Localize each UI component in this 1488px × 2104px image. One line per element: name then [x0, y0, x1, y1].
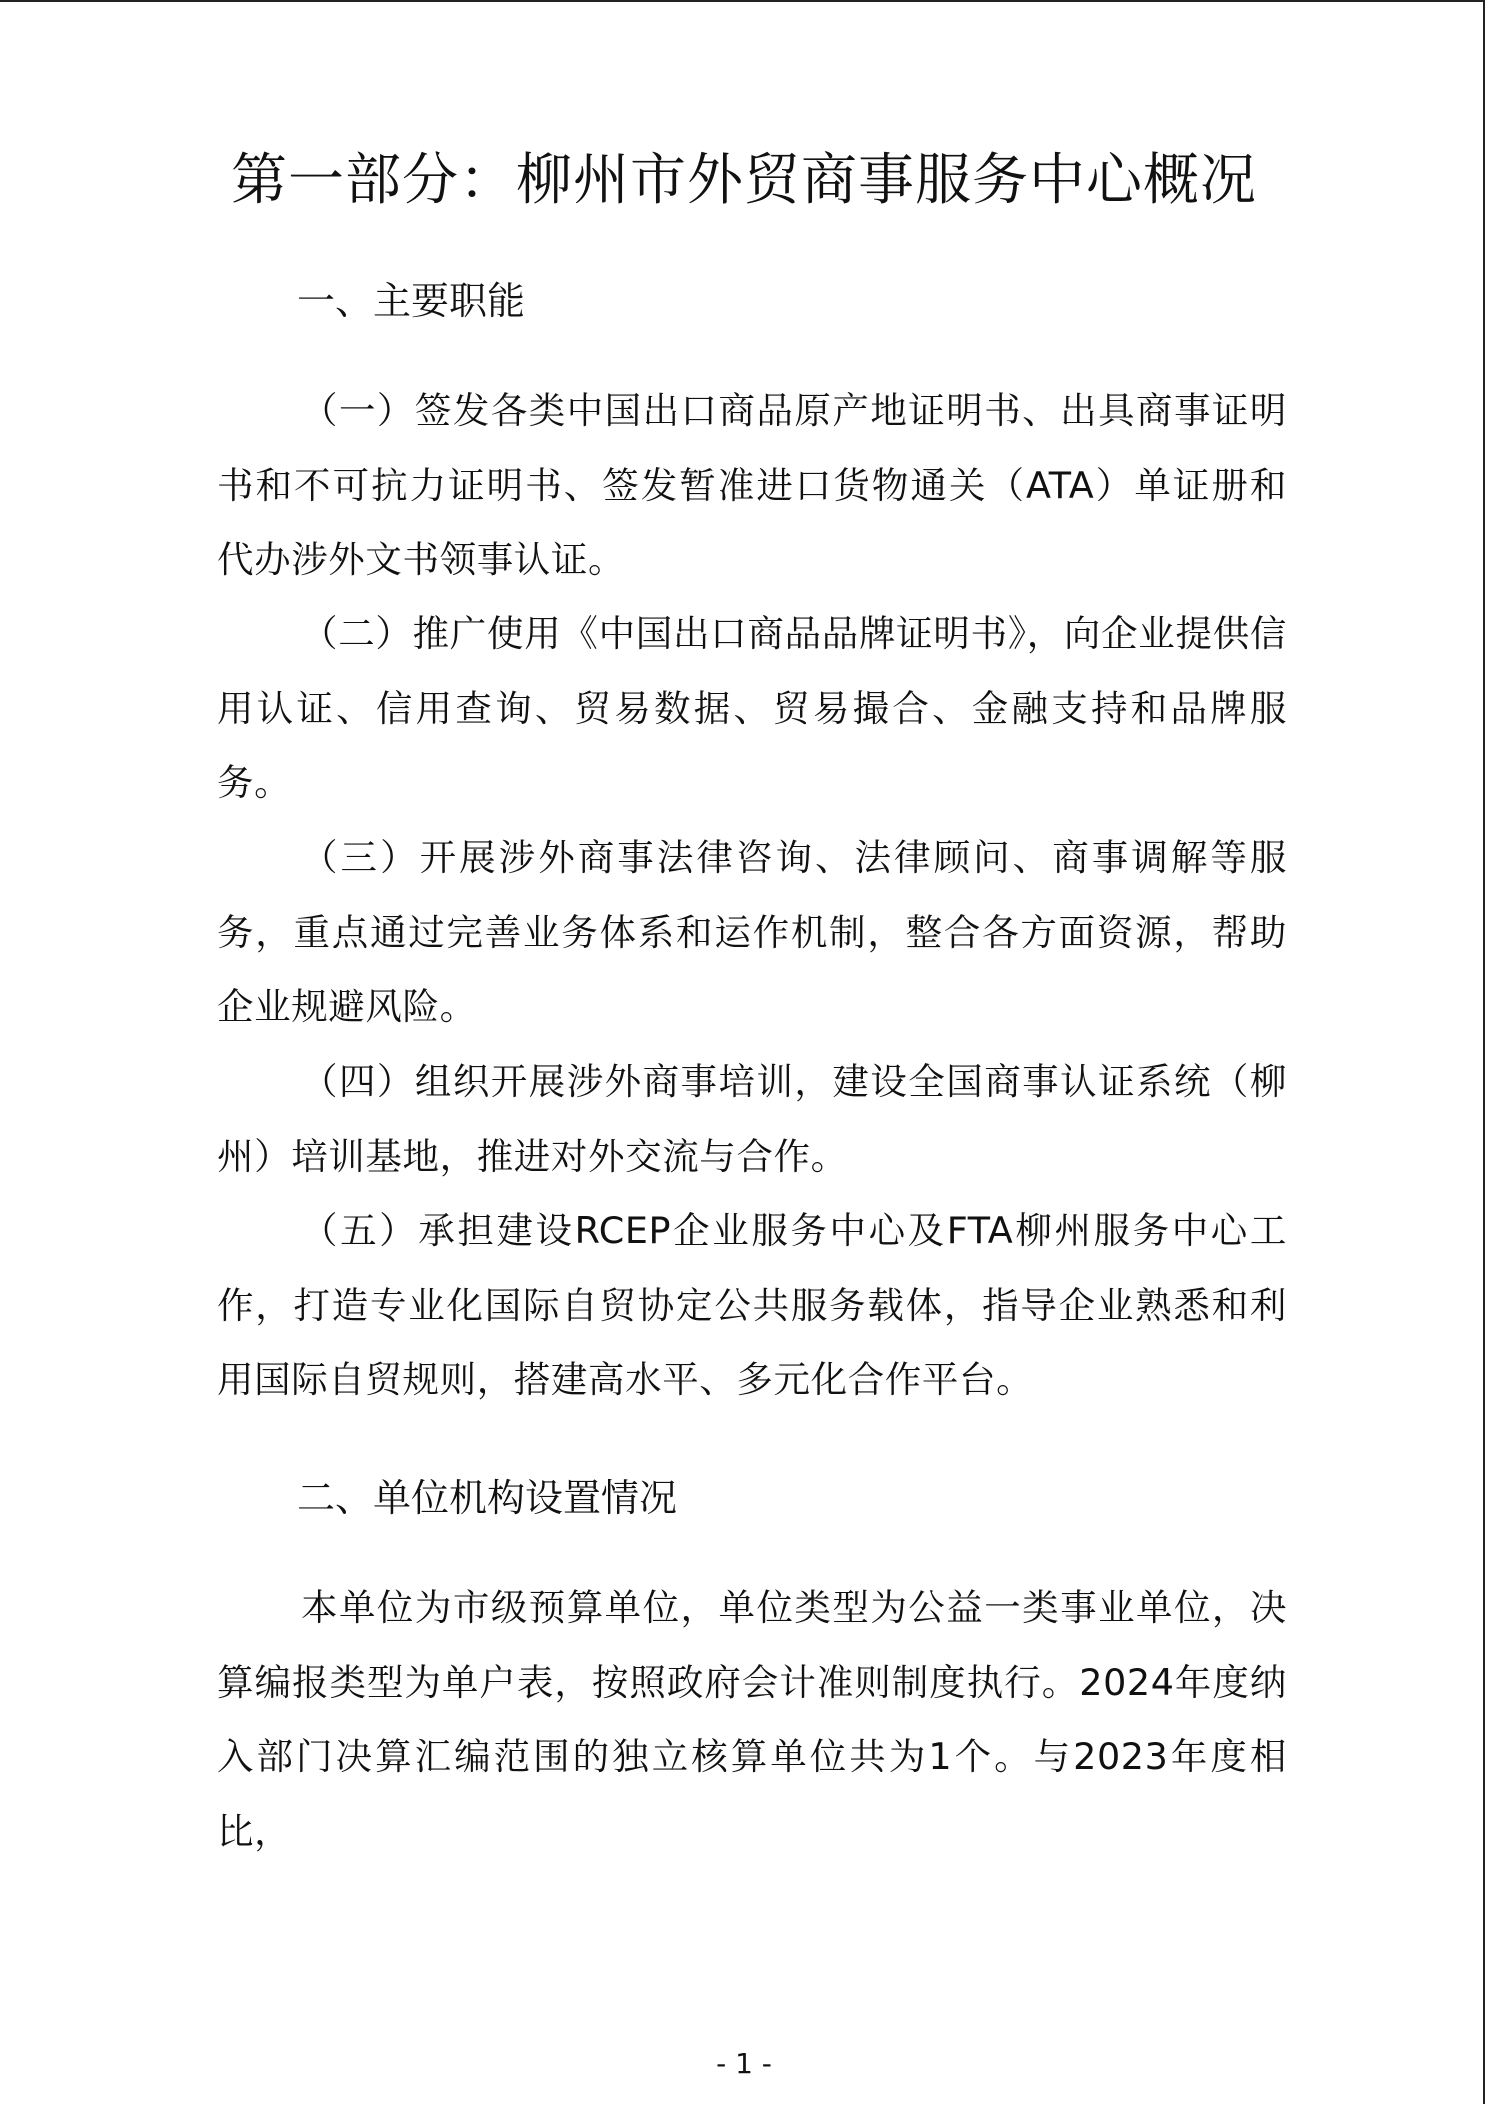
section-heading-organization: 二、单位机构设置情况: [297, 1476, 678, 1520]
section-heading-main-functions: 一、主要职能: [297, 279, 526, 323]
paragraph-function-2: （二）推广使用《中国出口商品品牌证明书》，向企业提供信用认证、信用查询、贸易数据、贸易撮合、金融支持和品牌服务。: [217, 612, 1287, 804]
paragraph-function-3: （三）开展涉外商事法律咨询、法律顾问、商事调解等服务，重点通过完善业务体系和运作机制，整合各方面资源，帮助企业规避风险。: [217, 836, 1287, 1028]
paragraph-function-5: （五）承担建设RCEP企业服务中心及FTA柳州服务中心工作，打造专业化国际自贸协定公共服务载体，指导企业熟悉和利用国际自贸规则，搭建高水平、多元化合作平台。: [217, 1209, 1287, 1401]
document-title: 第一部分：柳州市外贸商事服务中心概况: [231, 148, 1257, 213]
paragraph-function-1: （一）签发各类中国出口商品原产地证明书、出具商事证明书和不可抗力证明书、签发暂准进口货物通关（ATA）单证册和代办涉外文书领事认证。: [217, 389, 1287, 581]
paragraph-function-4: （四）组织开展涉外商事培训，建设全国商事认证系统（柳州）培训基地，推进对外交流与合作。: [217, 1060, 1287, 1178]
page-number: - 1 -: [716, 2047, 772, 2080]
paragraph-organization: 本单位为市级预算单位，单位类型为公益一类事业单位，决算编报类型为单户表，按照政府会计准则制度执行。2024年度纳入部门决算汇编范围的独立核算单位共为1个。与2023年度相比，: [217, 1586, 1287, 1853]
